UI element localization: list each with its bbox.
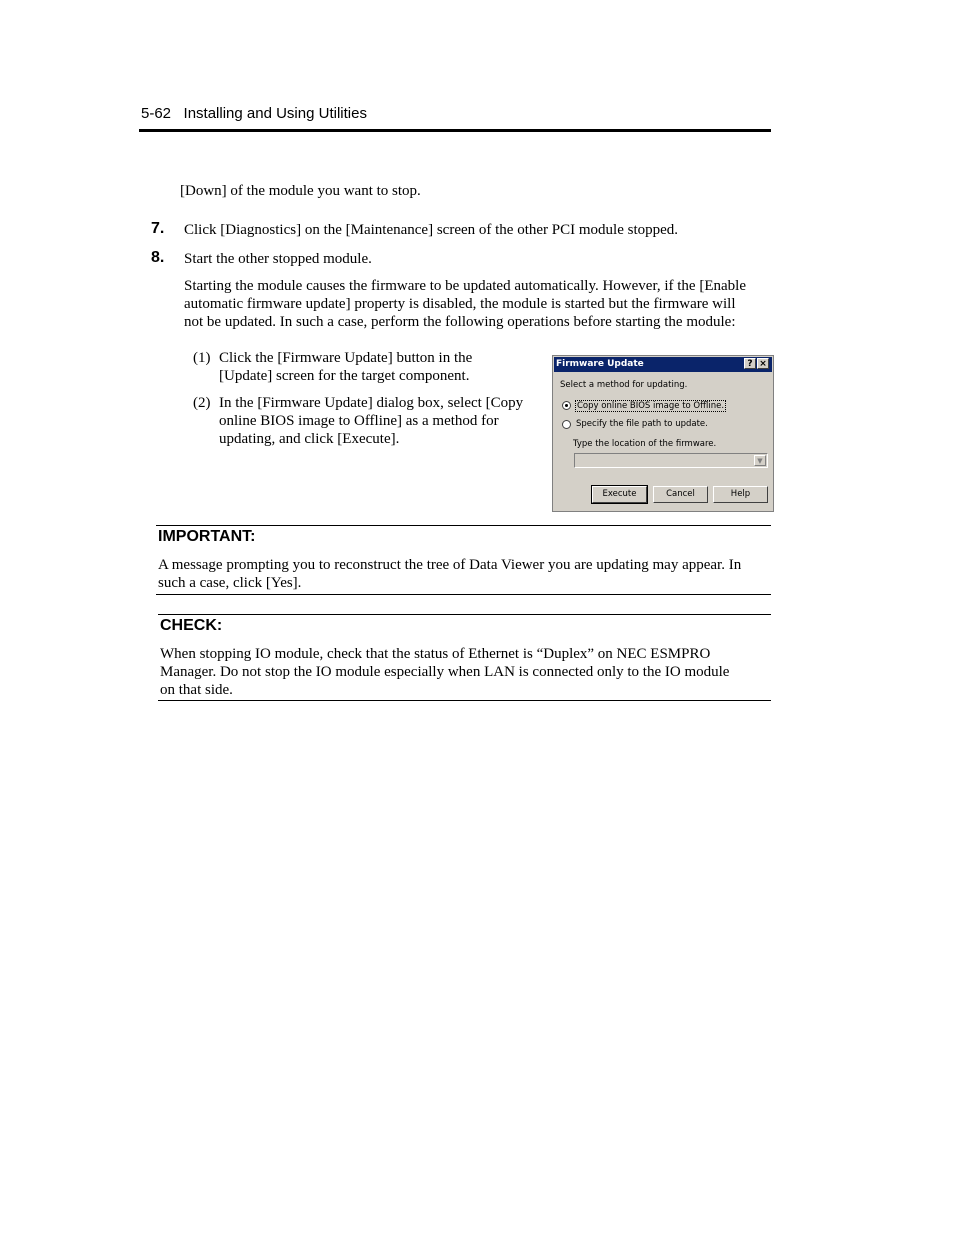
method-prompt: Select a method for updating. [560, 380, 688, 390]
substep-line: [Update] screen for the target component. [219, 368, 470, 384]
intro-text: [Down] of the module you want to stop. [180, 183, 421, 199]
radio-specify-path[interactable] [562, 420, 571, 429]
option-specify-path-label[interactable]: Specify the file path to update. [576, 419, 708, 429]
substep-1-number: (1) [193, 350, 211, 366]
substep-2-number: (2) [193, 395, 211, 411]
step-8-paragraph [184, 277, 746, 331]
substep-line: updating, and click [Execute]. [219, 431, 400, 447]
firmware-location-combo[interactable] [574, 453, 768, 468]
radio-copy-online[interactable] [562, 401, 571, 410]
substep-1-text [219, 349, 472, 385]
check-text [160, 645, 729, 699]
check-line: on that side. [160, 682, 233, 698]
help-button[interactable]: Help [713, 486, 768, 503]
important-text [158, 556, 741, 592]
cancel-button[interactable]: Cancel [653, 486, 708, 503]
check-line: Manager. Do not stop the IO module especially when LAN is connected only to the IO module [160, 664, 730, 680]
substep-2-text [219, 394, 523, 448]
check-top-rule [158, 614, 771, 615]
step-8-number: 8. [151, 249, 165, 266]
help-title-button[interactable]: ? [744, 358, 756, 369]
option-copy-online-label[interactable]: Copy online BIOS image to Offline. [577, 401, 725, 411]
header-rule [139, 129, 771, 132]
check-heading: CHECK: [160, 617, 223, 634]
paragraph-line: automatic firmware update] property is disabled, the module is started but the firmware will [184, 296, 736, 312]
step-7-text: Click [Diagnostics] on the [Maintenance] screen of the other PCI module stopped. [184, 222, 679, 238]
dialog-title-bar [554, 357, 772, 372]
firmware-update-dialog [552, 355, 774, 512]
important-bottom-rule [156, 594, 771, 595]
step-8-text: Start the other stopped module. [184, 251, 372, 267]
important-line: such a case, click [Yes]. [158, 575, 302, 591]
check-line: When stopping IO module, check that the status of Ethernet is “Duplex” on NEC ESMPRO [160, 646, 711, 662]
important-line: A message prompting you to reconstruct the tree of Data Viewer you are updating may appear. In [158, 557, 742, 573]
page-header: 5-62 Installing and Using Utilities [141, 105, 367, 122]
step-7-number: 7. [151, 220, 165, 237]
location-label: Type the location of the firmware. [573, 439, 717, 449]
substep-line: online BIOS image to Offline] as a method for [219, 413, 499, 429]
substep-line: In the [Firmware Update] dialog box, select [Copy [219, 395, 524, 411]
dialog-title: Firmware Update [556, 359, 644, 369]
check-bottom-rule [158, 700, 771, 701]
important-heading: IMPORTANT: [158, 528, 256, 545]
chevron-down-icon[interactable]: ▼ [754, 455, 766, 466]
paragraph-line: not be updated. In such a case, perform the following operations before starting the module: [184, 314, 736, 330]
close-icon[interactable]: × [757, 358, 769, 369]
execute-button[interactable]: Execute [592, 486, 647, 503]
substep-line: Click the [Firmware Update] button in the [219, 350, 473, 366]
paragraph-line: Starting the module causes the firmware to be updated automatically. However, if the [Enable [184, 278, 746, 294]
important-top-rule [156, 525, 771, 526]
